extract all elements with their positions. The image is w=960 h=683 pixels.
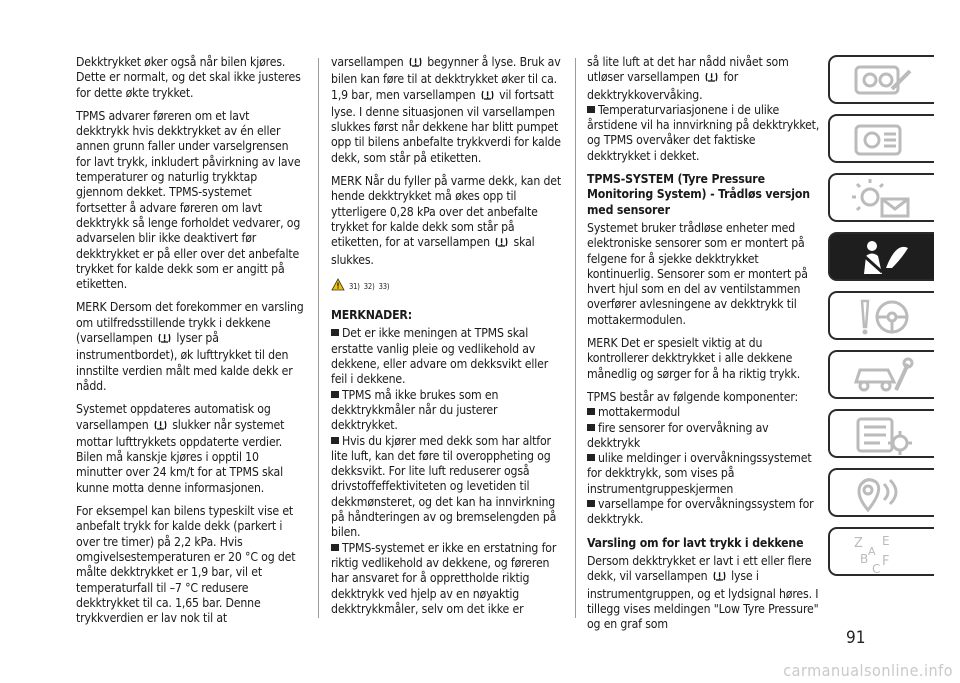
- paragraph: [587, 554, 821, 632]
- list-item: [587, 421, 821, 452]
- paragraph: TPMS advarer føreren om et lavt dekktrykk hvis dekktrykket av én eller annen grunn faller under varselgrensen for lavt trykk, inkludert påvirkning av lave temperaturer og naturlig trykktap gjennom dekket. TPMS-systemet fortsetter å advare føreren om lavt dekktrykk så lenge forholdet vedvarer, og advarselen blir ikke deaktivert før dekktrykket er på eller over det anbefalte trykket for kalde dekk som er angitt på etiketten.: [76, 108, 301, 292]
- light-envelope-icon: [852, 179, 914, 219]
- square-bullet-icon: [587, 106, 595, 113]
- tab-lights-messages[interactable]: [828, 173, 934, 222]
- seatbelt-airbag-icon: [852, 238, 914, 278]
- text-span: TPMS-systemet er ikke en erstatning for riktig vedlikehold av dekkene, og føreren har ansvaret for å opprettholde riktig dekktrykk ved hjelp av en nøyaktig dekktrykkmåler, selv om det ikke er: [331, 540, 557, 616]
- square-bullet-icon: [331, 329, 339, 336]
- tab-emergency[interactable]: [828, 350, 934, 399]
- square-bullet-icon: [331, 391, 339, 398]
- text-column-2: [331, 55, 563, 617]
- list-item: [587, 451, 821, 497]
- tyre-pressure-warning-icon: [154, 419, 167, 435]
- chapter-tabs: [828, 55, 934, 586]
- text-span: lyser på instrumentbordet), øk lufttrykket til den innstilte verdien målt med kalde dekk er nådd.: [76, 331, 293, 393]
- paragraph: MERK Det er spesielt viktig at du kontrollerer dekktrykket i alle dekkene månedlig og sørger for å ha riktig trykk.: [587, 336, 801, 381]
- tab-knowing-vehicle[interactable]: [828, 55, 934, 104]
- reference-number: 31): [349, 282, 360, 292]
- text-span: Dersom dekktrykket er lavt i ett eller flere dekk, vil varsellampen: [587, 553, 812, 584]
- warning-steering-wheel-icon: [852, 297, 914, 337]
- text-span: MERK Dersom det forekommer en varsling om utilfredsstillende trykk i dekkene (varsellampen: [76, 300, 304, 346]
- text-span: Det er ikke meningen at TPMS skal erstatte vanlig pleie og vedlikehold av dekkene, eller advare om dekksvikt eller feil i dekkene.: [331, 326, 549, 387]
- paragraph: TPMS består av følgende komponenter:: [587, 389, 799, 404]
- square-bullet-icon: [331, 544, 339, 551]
- svg-text:A: A: [868, 545, 876, 558]
- text-span: slukker når systemet mottar lufttrykkets oppdaterte verdier. Bilen må kanskje kjøres i opptil 10 minutter over 24 km/t for at TPMS skal kunne motta denne informasjonen.: [76, 417, 285, 495]
- tyre-pressure-warning-icon: [713, 570, 726, 586]
- text-span: Systemet oppdateres automatisk og varsellampen: [76, 402, 271, 432]
- text-span: ulike meldinger i overvåkningssystemet for dekktrykk, som vises på instrumentgruppeskjermen: [587, 451, 812, 496]
- svg-text:Z: Z: [854, 536, 863, 551]
- paragraph: [76, 402, 304, 496]
- text-span: MERK Når du fyller på varme dekk, kan det hende dekktrykket må økes opp til ytterligere 0,28 kPa over det anbefalte trykket for kalde dekk som står på etiketten, for at varsellampen: [331, 174, 562, 250]
- merk-paragraph: [331, 174, 563, 268]
- svg-text:F: F: [882, 554, 890, 569]
- caution-triangle-icon: [331, 278, 345, 296]
- warning-references: [331, 278, 563, 296]
- text-column-1: [76, 55, 304, 634]
- paragraph: Dekktrykket øker også når bilen kjøres. Dette er normalt, og det skal ikke justeres for dette økte trykket.: [76, 55, 301, 100]
- tab-multimedia[interactable]: [828, 468, 934, 517]
- merk-paragraph: [76, 300, 304, 394]
- section-heading: TPMS-SYSTEM (Tyre Pressure Monitoring System) - Trådløs versjon med sensorer: [587, 172, 810, 217]
- square-bullet-icon: [587, 424, 595, 431]
- text-span: vil fortsatt lyse. I denne situasjonen vil varsellampen slukkes først når dekkene har blitt pumpet opp til bilens anbefalte trykkverdi for kalde dekk, som står på etiketten.: [331, 87, 561, 165]
- text-span: for dekktrykkovervåking.: [587, 70, 739, 102]
- tab-starting-driving[interactable]: [828, 291, 934, 340]
- text-span: TPMS må ikke brukes som en dekktrykkmåler når du justerer dekktrykket.: [331, 387, 499, 433]
- reference-number: 33): [378, 282, 390, 292]
- alphabet-index-icon: [852, 533, 914, 573]
- list-item: [331, 434, 563, 541]
- text-span: varsellampen: [331, 55, 407, 69]
- svg-text:B: B: [860, 552, 869, 566]
- notes-heading: MERKNADER:: [331, 308, 412, 323]
- tab-instrument-panel[interactable]: [828, 114, 934, 163]
- list-item: [331, 326, 563, 387]
- paragraph: Systemet bruker trådløse enheter med elektroniske sensorer som er montert på felgene for å sjekke dekktrykket kontinuerlig. Sensorer som er montert på hvert hjul som en del av ventilstammen overfører avlesningene av dekktrykk til mottakermodulen.: [587, 220, 808, 327]
- text-span: Temperaturvariasjonene i de ulike årstidene vil ha innvirkning på dekktrykket, og TPMS overvåker det faktiske dekktrykket i dekket.: [587, 102, 820, 163]
- text-span: lyse i instrumentgruppen, og et lydsignal høres. I tillegg vises meldingen "Low Tyre Pressure" og en graf som: [587, 569, 819, 632]
- column-divider-1: [318, 58, 319, 618]
- car-wrench-icon: [852, 356, 914, 396]
- column-divider-2: [575, 58, 576, 618]
- text-span: begynner å lyse. Bruk av bilen kan føre til at dekktrykket øker til ca. 1,9 bar, men varsellampen: [331, 55, 561, 102]
- tab-index[interactable]: [828, 527, 934, 576]
- text-span: så lite luft at det har nådd nivået som utløser varsellampen: [587, 55, 789, 85]
- svg-text:C: C: [872, 562, 881, 573]
- tab-safety[interactable]: [828, 232, 934, 281]
- maintenance-list-icon: [852, 415, 914, 455]
- watermark: carmanualsonline.info: [783, 661, 953, 680]
- text-span: fire sensorer for overvåkning av dekktrykk: [587, 420, 769, 450]
- list-item: [331, 541, 563, 617]
- square-bullet-icon: [331, 437, 339, 444]
- steering-wheel-dashboard-icon: [852, 120, 914, 160]
- paragraph: For eksempel kan bilens typeskilt vise et anbefalt trykk for kalde dekk (parkert i over tre timer) på 2,2 kPa. Hvis omgivelsestemperaturen er 20 °C og det målte dekktrykket er 1,9 bar, vil et temperaturfall til –7 °C redusere dekktrykket til ca. 1,65 bar. Denne trykkverdien er lav nok til at: [76, 504, 296, 626]
- list-item: [331, 388, 563, 434]
- square-bullet-icon: [587, 500, 595, 507]
- tyre-pressure-warning-icon: [495, 236, 508, 252]
- list-item: [587, 405, 821, 420]
- text-span: varsellampe for overvåkningssystem for dekktrykk.: [587, 497, 814, 527]
- tyre-pressure-warning-icon: [158, 332, 171, 348]
- list-item: [587, 103, 821, 164]
- tab-servicing-maintenance[interactable]: [828, 409, 934, 458]
- svg-text:E: E: [882, 534, 890, 548]
- text-span: Hvis du kjører med dekk som har altfor lite luft, kan det føre til overoppheting og dekksvikt. For lite luft reduserer også drivstoffeffektiviteten og levetiden til dekkmønsteret, og det kan ha innvirkning på håndteringen av og bremselengden på bilen.: [331, 433, 557, 540]
- car-dashboard-icon: [852, 61, 914, 101]
- text-span: mottakermodul: [598, 405, 681, 420]
- section-heading: Varsling om for lavt trykk i dekkene: [587, 535, 804, 550]
- reference-number: 32): [363, 282, 375, 292]
- text-span: skal slukkes.: [331, 235, 535, 267]
- page-number: 91: [846, 628, 866, 648]
- paragraph: [587, 55, 821, 103]
- paragraph: [331, 55, 563, 166]
- tyre-pressure-warning-icon: [409, 56, 422, 72]
- tyre-pressure-warning-icon: [705, 71, 718, 87]
- square-bullet-icon: [587, 454, 595, 461]
- tyre-pressure-warning-icon: [481, 89, 494, 105]
- list-item: [587, 497, 821, 528]
- text-column-3: [587, 55, 821, 632]
- navigation-media-icon: [852, 474, 914, 514]
- square-bullet-icon: [587, 408, 595, 415]
